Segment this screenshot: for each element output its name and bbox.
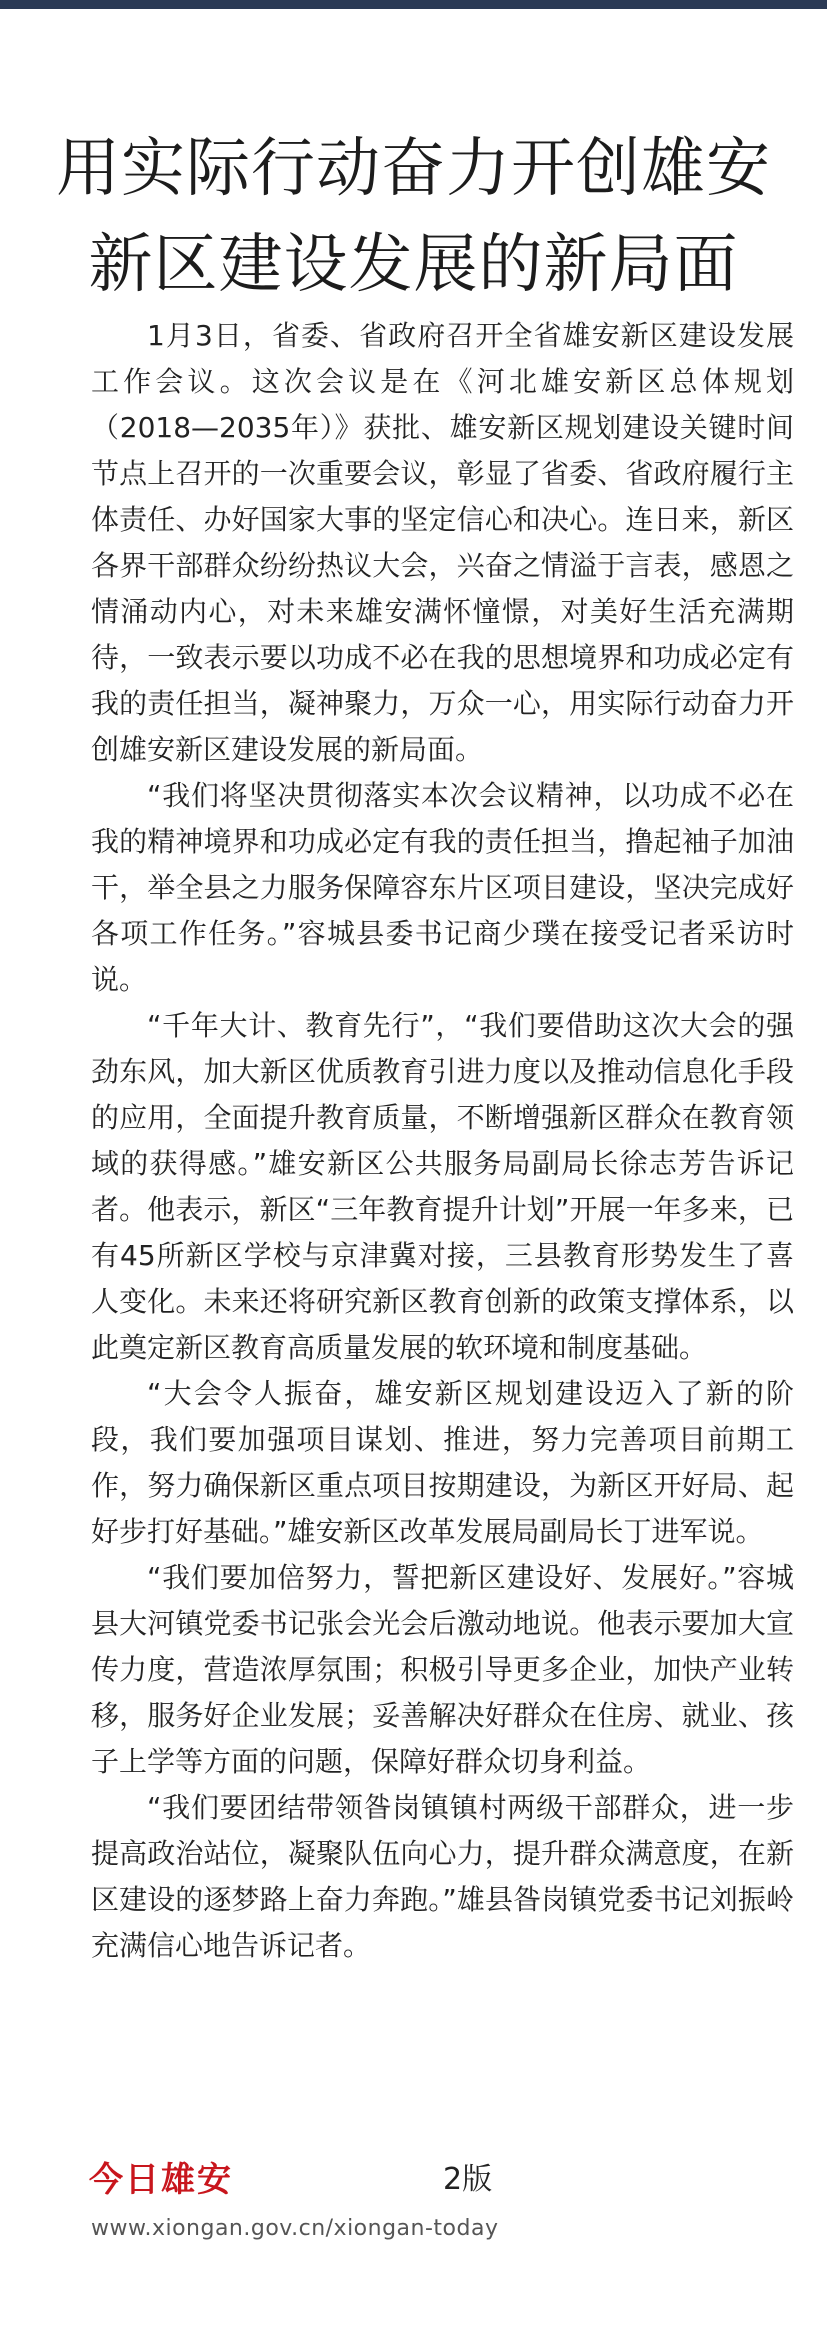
paragraph-4: “大会令人振奋，雄安新区规划建设迈入了新的阶段，我们要加强项目谋划、推进，努力完善项目前期工作，努力确保新区重点项目按期建设，为新区开好局、起好步打好基础。”雄安新区改革发展局副局长丁进军说。 xyxy=(91,1377,794,1548)
page-title xyxy=(0,121,827,313)
paragraph-1: 1月3日，省委、省政府召开全省雄安新区建设发展工作会议。这次会议是在《河北雄安新区总体规划（2018—2035年）》获批、雄安新区规划建设关键时间节点上召开的一次重要会议，彰显了省委、省政府履行主体责任、办好国家大事的坚定信心和决心。连日来，新区各界干部群众纷纷热议大会，兴奋之情溢于言表，感恩之情涌动内心，对未来雄安满怀憧憬，对美好生活充满期待，一致表示要以功成不必在我的思想境界和功成必定有我的责任担当，凝神聚力，万众一心，用实际行动奋力开创雄安新区建设发展的新局面。 xyxy=(91,319,794,766)
website-url[interactable]: www.xiongan.gov.cn/xiongan-today xyxy=(91,2216,499,2241)
paragraph-5: “我们要加倍努力，誓把新区建设好、发展好。”容城县大河镇党委书记张会光会后激动地说。他表示要加大宣传力度，营造浓厚氛围；积极引导更多企业，加快产业转移，服务好企业发展；妥善解决好群众在住房、就业、孩子上学等方面的问题，保障好群众切身利益。 xyxy=(91,1561,794,1778)
page-number: 2版 xyxy=(443,2162,493,2197)
paragraph-2: “我们将坚决贯彻落实本次会议精神，以功成不必在我的精神境界和功成必定有我的责任担当，撸起袖子加油干，举全县之力服务保障容东片区项目建设，坚决完成好各项工作任务。”容城县委书记商少璞在接受记者采访时说。 xyxy=(91,779,794,996)
paragraph-6: “我们要团结带领昝岗镇镇村两级干部群众，进一步提高政治站位，凝聚队伍向心力，提升群众满意度，在新区建设的逐梦路上奋力奔跑。”雄县昝岗镇党委书记刘振岭充满信心地告诉记者。 xyxy=(91,1791,794,1962)
article-body xyxy=(91,313,794,1969)
paragraph-3: “千年大计、教育先行”，“我们要借助这次大会的强劲东风，加大新区优质教育引进力度以及推动信息化手段的应用，全面提升教育质量，不断增强新区群众在教育领域的获得感。”雄安新区公共服务局副局长徐志芳告诉记者。他表示，新区“三年教育提升计划”开展一年多来，已有45所新区学校与京津冀对接，三县教育形势发生了喜人变化。未来还将研究新区教育创新的政策支撑体系，以此奠定新区教育高质量发展的软环境和制度基础。 xyxy=(91,1009,794,1364)
title-line-2: 新区建设发展的新局面 xyxy=(88,227,739,302)
title-line-1: 用实际行动奋力开创雄安 xyxy=(56,131,771,206)
top-accent-bar xyxy=(0,0,827,9)
publication-logo: 今日雄安 xyxy=(89,2160,233,2200)
